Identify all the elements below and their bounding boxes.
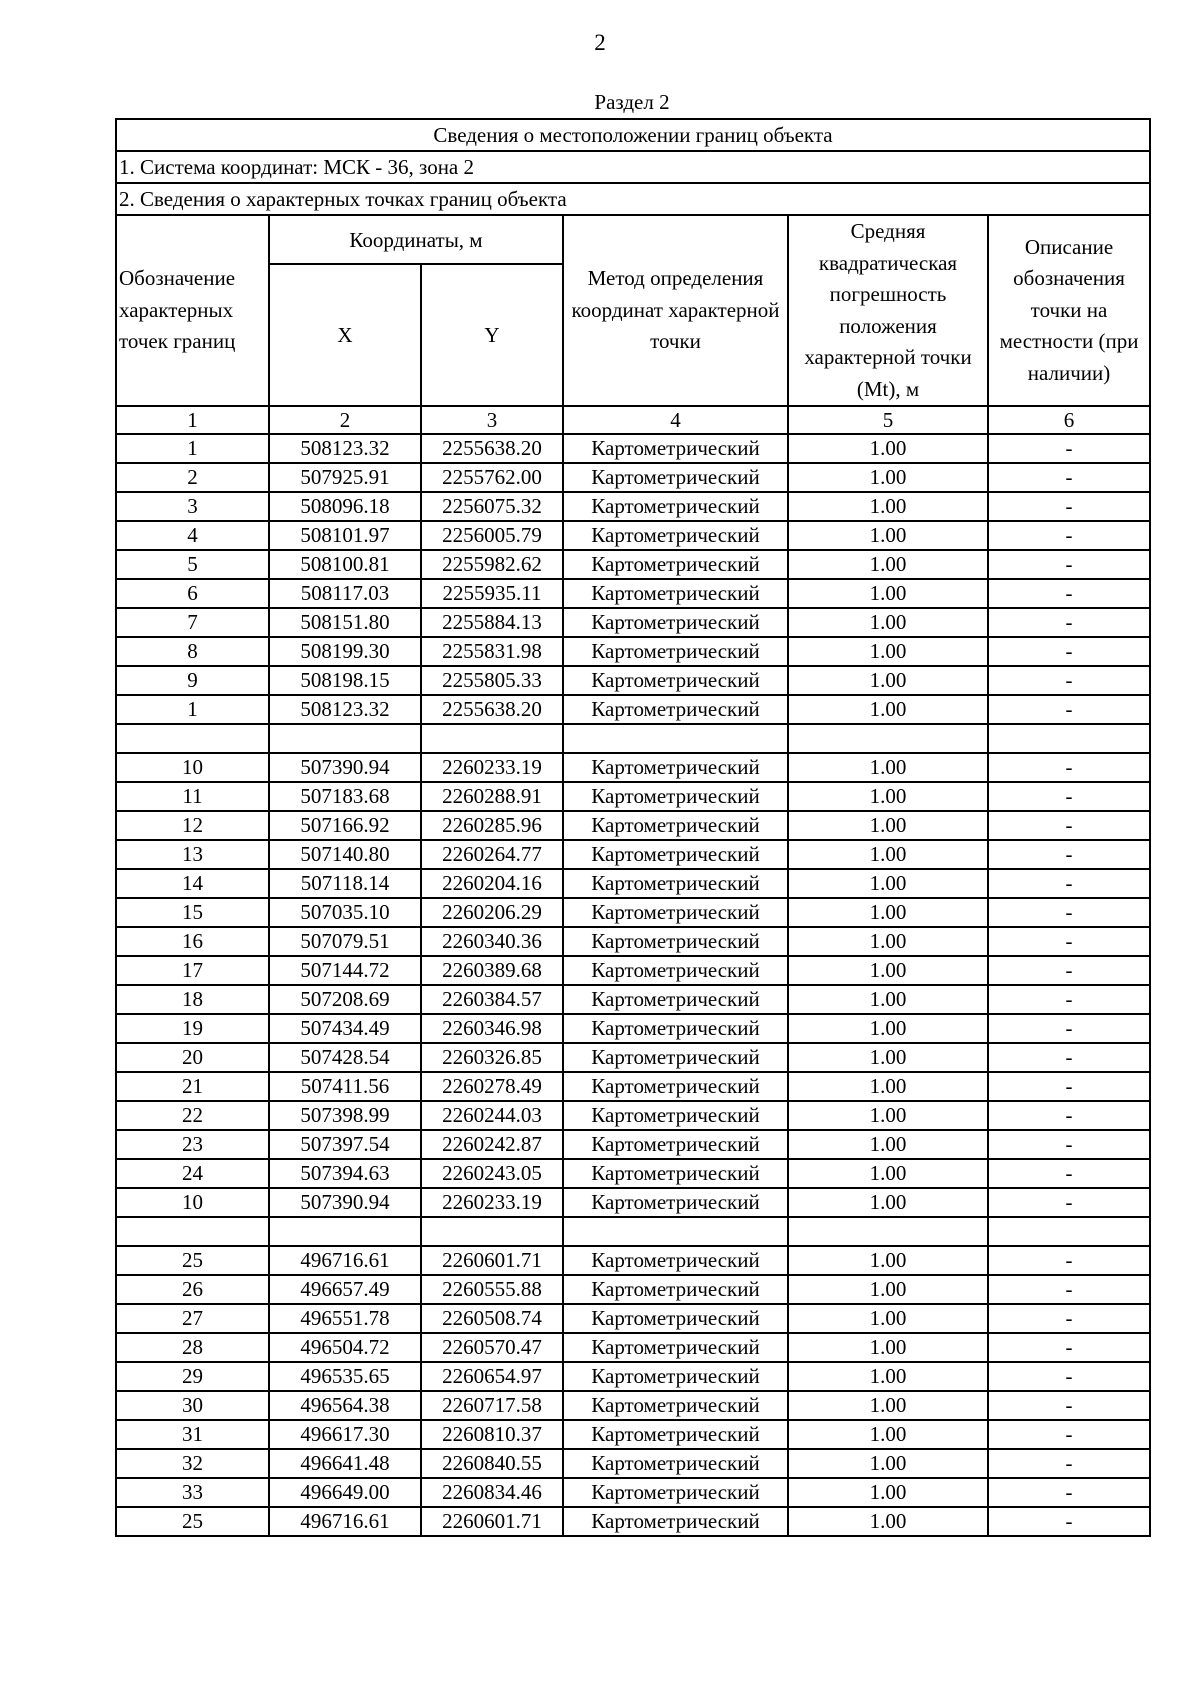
point-number: 13 xyxy=(116,840,269,869)
error-value: 1.00 xyxy=(788,1072,988,1101)
method-value: Картометрический xyxy=(563,956,788,985)
method-value: Картометрический xyxy=(563,811,788,840)
method-value: Картометрический xyxy=(563,1043,788,1072)
point-number: 26 xyxy=(116,1275,269,1304)
page-number: 2 xyxy=(594,30,606,55)
y-value: 2256075.32 xyxy=(421,492,563,521)
header-error: Средняя квадратическая погрешность положения характерной точки (Mt), м xyxy=(788,215,988,406)
method-value: Картометрический xyxy=(563,434,788,463)
method-value: Картометрический xyxy=(563,1449,788,1478)
description-value: - xyxy=(988,1333,1150,1362)
y-value: 2255831.98 xyxy=(421,637,563,666)
method-value: Картометрический xyxy=(563,579,788,608)
contour-separator-row xyxy=(116,724,1150,753)
table-row xyxy=(116,1391,1150,1420)
y-value: 2255638.20 xyxy=(421,695,563,724)
point-number: 31 xyxy=(116,1420,269,1449)
header-method: Метод определения координат характерной точки xyxy=(563,215,788,406)
description-value: - xyxy=(988,1014,1150,1043)
error-value: 1.00 xyxy=(788,840,988,869)
error-value: 1.00 xyxy=(788,1420,988,1449)
x-value: 507397.54 xyxy=(269,1130,421,1159)
description-value: - xyxy=(988,1507,1150,1536)
x-value: 507208.69 xyxy=(269,985,421,1014)
table-row xyxy=(116,956,1150,985)
table-row xyxy=(116,753,1150,782)
point-number: 19 xyxy=(116,1014,269,1043)
table-row xyxy=(116,492,1150,521)
point-number: 33 xyxy=(116,1478,269,1507)
x-value: 496551.78 xyxy=(269,1304,421,1333)
x-value: 496535.65 xyxy=(269,1362,421,1391)
point-number: 12 xyxy=(116,811,269,840)
description-value: - xyxy=(988,956,1150,985)
column-number: 5 xyxy=(788,406,988,434)
description-value: - xyxy=(988,434,1150,463)
x-value: 507925.91 xyxy=(269,463,421,492)
y-value: 2260340.36 xyxy=(421,927,563,956)
y-value: 2260264.77 xyxy=(421,840,563,869)
y-value: 2255805.33 xyxy=(421,666,563,695)
table-row xyxy=(116,898,1150,927)
description-value: - xyxy=(988,579,1150,608)
empty-cell xyxy=(788,1217,988,1246)
point-number: 1 xyxy=(116,695,269,724)
x-value: 496504.72 xyxy=(269,1333,421,1362)
y-value: 2255762.00 xyxy=(421,463,563,492)
error-value: 1.00 xyxy=(788,1246,988,1275)
empty-cell xyxy=(988,1217,1150,1246)
table-row xyxy=(116,1014,1150,1043)
error-value: 1.00 xyxy=(788,1188,988,1217)
method-value: Картометрический xyxy=(563,637,788,666)
points-heading: 2. Сведения о характерных точках границ объекта xyxy=(116,183,1150,215)
description-value: - xyxy=(988,782,1150,811)
error-value: 1.00 xyxy=(788,492,988,521)
error-value: 1.00 xyxy=(788,1362,988,1391)
y-value: 2255638.20 xyxy=(421,434,563,463)
error-value: 1.00 xyxy=(788,521,988,550)
point-number: 6 xyxy=(116,579,269,608)
description-value: - xyxy=(988,811,1150,840)
x-value: 508198.15 xyxy=(269,666,421,695)
description-value: - xyxy=(988,840,1150,869)
method-value: Картометрический xyxy=(563,463,788,492)
y-value: 2260717.58 xyxy=(421,1391,563,1420)
method-value: Картометрический xyxy=(563,1304,788,1333)
point-number: 11 xyxy=(116,782,269,811)
table-row xyxy=(116,1449,1150,1478)
description-value: - xyxy=(988,463,1150,492)
header-description: Описание обозначения точки на местности (при наличии) xyxy=(988,215,1150,406)
method-value: Картометрический xyxy=(563,550,788,579)
x-value: 508100.81 xyxy=(269,550,421,579)
x-value: 508101.97 xyxy=(269,521,421,550)
description-value: - xyxy=(988,1420,1150,1449)
point-number: 5 xyxy=(116,550,269,579)
point-number: 24 xyxy=(116,1159,269,1188)
y-value: 2260206.29 xyxy=(421,898,563,927)
y-value: 2256005.79 xyxy=(421,521,563,550)
table-row xyxy=(116,608,1150,637)
description-value: - xyxy=(988,492,1150,521)
error-value: 1.00 xyxy=(788,1507,988,1536)
error-value: 1.00 xyxy=(788,1304,988,1333)
x-value: 508117.03 xyxy=(269,579,421,608)
error-value: 1.00 xyxy=(788,1043,988,1072)
table-row xyxy=(116,811,1150,840)
empty-cell xyxy=(988,724,1150,753)
header-designation: Обозначение характерных точек границ xyxy=(116,215,269,406)
contour-separator-row xyxy=(116,1217,1150,1246)
x-value: 507118.14 xyxy=(269,869,421,898)
table-row xyxy=(116,1159,1150,1188)
method-value: Картометрический xyxy=(563,1072,788,1101)
x-value: 496641.48 xyxy=(269,1449,421,1478)
y-value: 2260242.87 xyxy=(421,1130,563,1159)
y-value: 2260508.74 xyxy=(421,1304,563,1333)
point-number: 29 xyxy=(116,1362,269,1391)
x-value: 507394.63 xyxy=(269,1159,421,1188)
error-value: 1.00 xyxy=(788,463,988,492)
method-value: Картометрический xyxy=(563,1275,788,1304)
table-row xyxy=(116,927,1150,956)
method-value: Картометрический xyxy=(563,840,788,869)
column-number: 6 xyxy=(988,406,1150,434)
x-value: 507144.72 xyxy=(269,956,421,985)
y-value: 2260285.96 xyxy=(421,811,563,840)
error-value: 1.00 xyxy=(788,1275,988,1304)
method-value: Картометрический xyxy=(563,608,788,637)
table-row xyxy=(116,985,1150,1014)
error-value: 1.00 xyxy=(788,1391,988,1420)
column-number: 2 xyxy=(269,406,421,434)
description-value: - xyxy=(988,753,1150,782)
description-value: - xyxy=(988,608,1150,637)
header-row-1 xyxy=(116,215,1150,264)
table-body xyxy=(116,119,1150,1536)
method-value: Картометрический xyxy=(563,1362,788,1391)
table-row xyxy=(116,1043,1150,1072)
point-number: 16 xyxy=(116,927,269,956)
x-value: 496649.00 xyxy=(269,1478,421,1507)
x-value: 507398.99 xyxy=(269,1101,421,1130)
x-value: 508151.80 xyxy=(269,608,421,637)
error-value: 1.00 xyxy=(788,1014,988,1043)
method-value: Картометрический xyxy=(563,695,788,724)
x-value: 507166.92 xyxy=(269,811,421,840)
x-value: 508096.18 xyxy=(269,492,421,521)
point-number: 22 xyxy=(116,1101,269,1130)
description-value: - xyxy=(988,1275,1150,1304)
empty-cell xyxy=(116,1217,269,1246)
description-value: - xyxy=(988,927,1150,956)
y-value: 2260278.49 xyxy=(421,1072,563,1101)
table-row xyxy=(116,1362,1150,1391)
x-value: 507411.56 xyxy=(269,1072,421,1101)
point-number: 30 xyxy=(116,1391,269,1420)
point-number: 28 xyxy=(116,1333,269,1362)
table-row xyxy=(116,1304,1150,1333)
y-value: 2260834.46 xyxy=(421,1478,563,1507)
error-value: 1.00 xyxy=(788,666,988,695)
description-value: - xyxy=(988,666,1150,695)
y-value: 2260384.57 xyxy=(421,985,563,1014)
x-value: 507390.94 xyxy=(269,1188,421,1217)
method-value: Картометрический xyxy=(563,1130,788,1159)
description-value: - xyxy=(988,1449,1150,1478)
description-value: - xyxy=(988,1130,1150,1159)
method-value: Картометрический xyxy=(563,927,788,956)
error-value: 1.00 xyxy=(788,869,988,898)
x-value: 496657.49 xyxy=(269,1275,421,1304)
point-number: 21 xyxy=(116,1072,269,1101)
point-number: 25 xyxy=(116,1246,269,1275)
point-number: 25 xyxy=(116,1507,269,1536)
empty-cell xyxy=(421,1217,563,1246)
y-value: 2260555.88 xyxy=(421,1275,563,1304)
y-value: 2260346.98 xyxy=(421,1014,563,1043)
description-value: - xyxy=(988,1304,1150,1333)
point-number: 23 xyxy=(116,1130,269,1159)
table-row xyxy=(116,869,1150,898)
table-row xyxy=(116,1478,1150,1507)
method-value: Картометрический xyxy=(563,782,788,811)
x-value: 508123.32 xyxy=(269,695,421,724)
description-value: - xyxy=(988,695,1150,724)
header-x: X xyxy=(269,264,421,406)
coord-system: 1. Система координат: МСК - 36, зона 2 xyxy=(116,151,1150,183)
method-value: Картометрический xyxy=(563,985,788,1014)
description-value: - xyxy=(988,1101,1150,1130)
error-value: 1.00 xyxy=(788,579,988,608)
x-value: 508199.30 xyxy=(269,637,421,666)
y-value: 2260233.19 xyxy=(421,1188,563,1217)
error-value: 1.00 xyxy=(788,1130,988,1159)
error-value: 1.00 xyxy=(788,1449,988,1478)
table-row xyxy=(116,1246,1150,1275)
method-value: Картометрический xyxy=(563,1188,788,1217)
y-value: 2260810.37 xyxy=(421,1420,563,1449)
table-row xyxy=(116,1420,1150,1449)
description-value: - xyxy=(988,637,1150,666)
description-value: - xyxy=(988,1362,1150,1391)
x-value: 496564.38 xyxy=(269,1391,421,1420)
y-value: 2260654.97 xyxy=(421,1362,563,1391)
method-value: Картометрический xyxy=(563,666,788,695)
empty-cell xyxy=(269,724,421,753)
table-title-row xyxy=(116,119,1150,151)
point-number: 10 xyxy=(116,1188,269,1217)
table-row xyxy=(116,695,1150,724)
method-value: Картометрический xyxy=(563,898,788,927)
error-value: 1.00 xyxy=(788,1333,988,1362)
table-row xyxy=(116,1275,1150,1304)
method-value: Картометрический xyxy=(563,1420,788,1449)
description-value: - xyxy=(988,1072,1150,1101)
description-value: - xyxy=(988,898,1150,927)
table-row xyxy=(116,579,1150,608)
method-value: Картометрический xyxy=(563,753,788,782)
y-value: 2260389.68 xyxy=(421,956,563,985)
y-value: 2260326.85 xyxy=(421,1043,563,1072)
section-title: Раздел 2 xyxy=(594,90,670,114)
x-value: 507434.49 xyxy=(269,1014,421,1043)
method-value: Картометрический xyxy=(563,521,788,550)
table-title: Сведения о местоположении границ объекта xyxy=(116,119,1150,151)
point-number: 14 xyxy=(116,869,269,898)
table-row xyxy=(116,1188,1150,1217)
description-value: - xyxy=(988,985,1150,1014)
coordinates-table xyxy=(115,118,1151,1537)
points-heading-row xyxy=(116,183,1150,215)
error-value: 1.00 xyxy=(788,1101,988,1130)
y-value: 2260244.03 xyxy=(421,1101,563,1130)
table-row xyxy=(116,1072,1150,1101)
error-value: 1.00 xyxy=(788,898,988,927)
table-row xyxy=(116,637,1150,666)
method-value: Картометрический xyxy=(563,1391,788,1420)
x-value: 508123.32 xyxy=(269,434,421,463)
column-number-row xyxy=(116,406,1150,434)
point-number: 27 xyxy=(116,1304,269,1333)
x-value: 507035.10 xyxy=(269,898,421,927)
method-value: Картометрический xyxy=(563,1101,788,1130)
table-row xyxy=(116,782,1150,811)
empty-cell xyxy=(269,1217,421,1246)
empty-cell xyxy=(563,1217,788,1246)
table-row xyxy=(116,463,1150,492)
description-value: - xyxy=(988,1391,1150,1420)
y-value: 2260233.19 xyxy=(421,753,563,782)
method-value: Картометрический xyxy=(563,1246,788,1275)
point-number: 17 xyxy=(116,956,269,985)
y-value: 2255982.62 xyxy=(421,550,563,579)
point-number: 32 xyxy=(116,1449,269,1478)
table-row xyxy=(116,434,1150,463)
description-value: - xyxy=(988,521,1150,550)
error-value: 1.00 xyxy=(788,927,988,956)
method-value: Картометрический xyxy=(563,869,788,898)
y-value: 2260840.55 xyxy=(421,1449,563,1478)
error-value: 1.00 xyxy=(788,434,988,463)
header-y: Y xyxy=(421,264,563,406)
point-number: 4 xyxy=(116,521,269,550)
error-value: 1.00 xyxy=(788,753,988,782)
error-value: 1.00 xyxy=(788,1478,988,1507)
method-value: Картометрический xyxy=(563,1478,788,1507)
empty-cell xyxy=(421,724,563,753)
point-number: 20 xyxy=(116,1043,269,1072)
y-value: 2260601.71 xyxy=(421,1246,563,1275)
error-value: 1.00 xyxy=(788,811,988,840)
point-number: 1 xyxy=(116,434,269,463)
table-row xyxy=(116,521,1150,550)
y-value: 2255935.11 xyxy=(421,579,563,608)
point-number: 15 xyxy=(116,898,269,927)
table-row xyxy=(116,550,1150,579)
error-value: 1.00 xyxy=(788,550,988,579)
description-value: - xyxy=(988,1188,1150,1217)
method-value: Картометрический xyxy=(563,492,788,521)
point-number: 10 xyxy=(116,753,269,782)
table-row xyxy=(116,1333,1150,1362)
x-value: 496716.61 xyxy=(269,1507,421,1536)
error-value: 1.00 xyxy=(788,637,988,666)
table-row xyxy=(116,1130,1150,1159)
y-value: 2260570.47 xyxy=(421,1333,563,1362)
empty-cell xyxy=(116,724,269,753)
error-value: 1.00 xyxy=(788,985,988,1014)
empty-cell xyxy=(788,724,988,753)
error-value: 1.00 xyxy=(788,782,988,811)
method-value: Картометрический xyxy=(563,1507,788,1536)
empty-cell xyxy=(563,724,788,753)
table-row xyxy=(116,840,1150,869)
point-number: 8 xyxy=(116,637,269,666)
y-value: 2260204.16 xyxy=(421,869,563,898)
coord-system-row xyxy=(116,151,1150,183)
description-value: - xyxy=(988,869,1150,898)
x-value: 507183.68 xyxy=(269,782,421,811)
description-value: - xyxy=(988,1159,1150,1188)
description-value: - xyxy=(988,1043,1150,1072)
point-number: 18 xyxy=(116,985,269,1014)
method-value: Картометрический xyxy=(563,1014,788,1043)
point-number: 7 xyxy=(116,608,269,637)
error-value: 1.00 xyxy=(788,695,988,724)
y-value: 2255884.13 xyxy=(421,608,563,637)
description-value: - xyxy=(988,550,1150,579)
point-number: 9 xyxy=(116,666,269,695)
point-number: 2 xyxy=(116,463,269,492)
y-value: 2260601.71 xyxy=(421,1507,563,1536)
method-value: Картометрический xyxy=(563,1333,788,1362)
y-value: 2260243.05 xyxy=(421,1159,563,1188)
description-value: - xyxy=(988,1478,1150,1507)
error-value: 1.00 xyxy=(788,608,988,637)
method-value: Картометрический xyxy=(563,1159,788,1188)
description-value: - xyxy=(988,1246,1150,1275)
x-value: 496716.61 xyxy=(269,1246,421,1275)
x-value: 507428.54 xyxy=(269,1043,421,1072)
x-value: 507390.94 xyxy=(269,753,421,782)
x-value: 496617.30 xyxy=(269,1420,421,1449)
table-row xyxy=(116,666,1150,695)
table-row xyxy=(116,1101,1150,1130)
table-row xyxy=(116,1507,1150,1536)
column-number: 1 xyxy=(116,406,269,434)
error-value: 1.00 xyxy=(788,956,988,985)
error-value: 1.00 xyxy=(788,1159,988,1188)
column-number: 3 xyxy=(421,406,563,434)
x-value: 507079.51 xyxy=(269,927,421,956)
column-number: 4 xyxy=(563,406,788,434)
x-value: 507140.80 xyxy=(269,840,421,869)
y-value: 2260288.91 xyxy=(421,782,563,811)
header-coordinates: Координаты, м xyxy=(269,215,563,264)
point-number: 3 xyxy=(116,492,269,521)
